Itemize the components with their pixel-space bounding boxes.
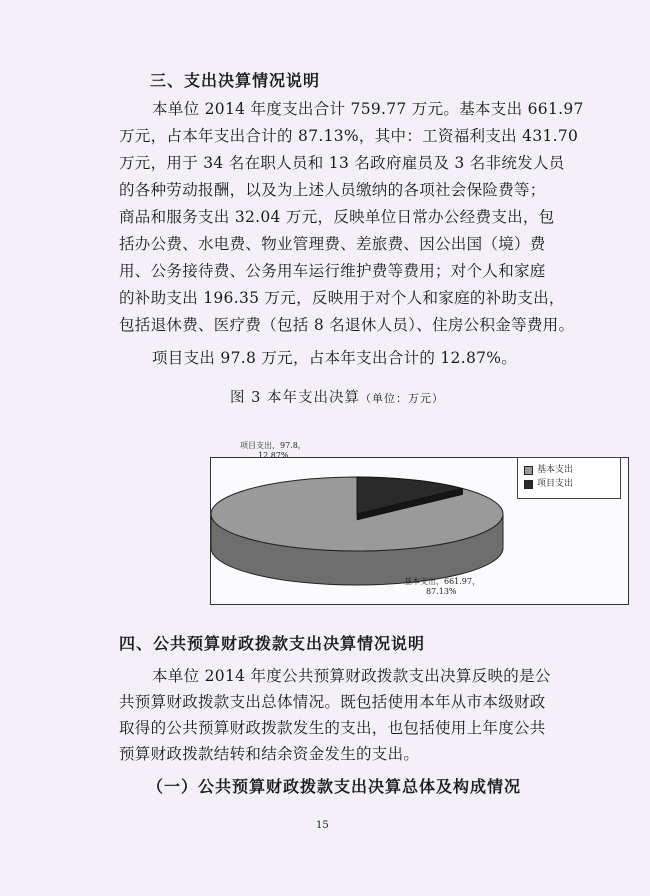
section-3-line-8: 的补助支出 196.35 万元，反映用于对个人和家庭的补助支出， [119,289,565,307]
base-data-label [404,577,480,597]
project-data-label [240,441,306,461]
section-3-line-3: 万元，用于 34 名在职人员和 13 名政府雇员及 3 名非统发人员 [119,154,565,172]
figure-caption [230,386,444,407]
subsection-heading: （一）公共预算财政拨款支出决算总体及构成情况 [147,777,522,796]
legend-item-project [524,479,573,490]
section-3-line-9: 包括退休费、医疗费（包括 8 名退休人员）、住房公积金等费用。 [119,316,575,334]
section-3-line-7: 用、公务接待费、公务用车运行维护费等费用；对个人和家庭 [119,262,546,280]
legend-swatch-base [524,466,533,475]
section-3-heading: 三、支出决算情况说明 [150,71,321,90]
section-3-line-2: 万元，占本年支出合计的 87.13%，其中：工资福利支出 431.70 [119,127,579,145]
project-data-label-line-2: 12.87% [258,451,289,460]
figure-caption-title: 图 3 本年支出决算 [230,390,360,406]
chart-legend [517,457,621,499]
base-data-label-line-1: 基本支出，661.97， [404,577,480,586]
section-4-line-4: 预算财政拨款结转和结余资金发生的支出。 [119,745,420,763]
base-data-label-line-2: 87.13% [426,587,457,596]
section-3-line-6: 括办公费、水电费、物业管理费、差旅费、因公出国（境）费 [119,235,546,253]
figure-caption-unit: （单位：万元） [359,392,444,405]
legend-label-base: 基本支出 [537,465,574,475]
section-3-line-1: 本单位 2014 年度支出合计 759.77 万元。基本支出 661.97 [152,100,584,118]
section-3-line-4: 的各种劳动报酬，以及为上述人员缴纳的各项社会保险费等； [119,181,546,199]
section-4-line-3: 取得的公共预算财政拨款发生的支出，也包括使用上年度公共 [119,719,546,737]
legend-label-project: 项目支出 [537,479,574,489]
section-4-line-1: 本单位 2014 年度公共预算财政拨款支出决算反映的是公 [152,667,551,685]
legend-item-base [524,465,573,476]
section-3-line-10: 项目支出 97.8 万元，占本年支出合计的 12.87%。 [152,349,518,367]
project-data-label-line-1: 项目支出，97.8， [240,441,306,450]
legend-swatch-project [524,480,533,489]
page-number: 15 [316,820,329,831]
section-4-heading: 四、公共预算财政拨款支出决算情况说明 [119,634,426,653]
section-4-line-2: 共预算财政拨款支出总体情况。既包括使用本年从市本级财政 [119,693,546,711]
section-3-line-5: 商品和服务支出 32.04 万元，反映单位日常办公经费支出，包 [119,208,555,226]
